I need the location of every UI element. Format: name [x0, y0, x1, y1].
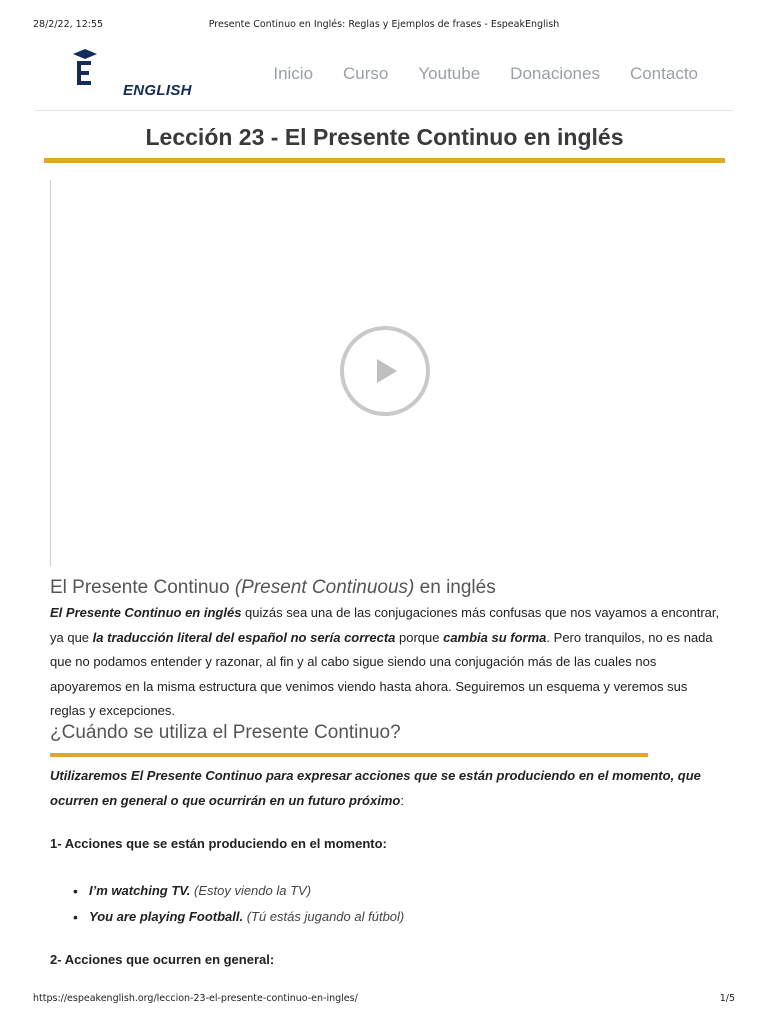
examples-list [73, 878, 404, 930]
nav-youtube[interactable]: Youtube [418, 64, 481, 83]
play-icon[interactable] [339, 325, 431, 417]
section-heading-when-used: ¿Cuándo se utiliza el Presente Continuo? [50, 722, 401, 743]
graduation-cap-e-icon [53, 48, 113, 92]
site-header [35, 44, 733, 111]
list-item: • I’m watching TV. (Estoy viendo la TV) [73, 878, 404, 904]
video-embed[interactable] [50, 180, 727, 566]
print-title: Presente Continuo en Inglés: Reglas y Ejemplos de frases - EspeakEnglish [208, 19, 560, 30]
intro-paragraph: El Presente Continuo en inglés quizás sea una de las conjugaciones más confusas que nos vayamos a encontrar, ya que la traducción literal del español no sería correcta porque cambia su forma. Pero tranquilos, no es nada que no podamos entender y razonar, al fin y al cabo sigue siendo una conjugación más de las cuales nos apoyaremos en la misma estructura que venimos viendo hasta ahora. Seguiremos un esquema y veremos sus reglas y excepciones. [50, 605, 720, 718]
main-nav [243, 64, 698, 84]
usage-intro: Utilizaremos El Presente Continuo para expresar acciones que se están produciendo en el momento, que ocurren en general o que ocurrirán en un futuro próximo: [50, 768, 701, 808]
section-divider [50, 753, 648, 757]
section-heading-present-continuous: El Presente Continuo (Present Continuous) en inglés [50, 577, 496, 598]
print-page-number: 1/5 [719, 993, 735, 1004]
print-date: 28/2/22, 12:55 [33, 19, 104, 30]
subheading-actions-general: 2- Acciones que ocurren en general: [50, 952, 275, 967]
list-item: • You are playing Football. (Tú estás jugando al fútbol) [73, 904, 404, 930]
nav-inicio[interactable]: Inicio [273, 64, 314, 83]
print-header [0, 19, 768, 33]
subheading-actions-now: 1- Acciones que se están produciendo en el momento: [50, 836, 387, 851]
print-footer [0, 993, 768, 1007]
title-divider [44, 158, 725, 163]
nav-curso[interactable]: Curso [343, 64, 389, 83]
nav-contacto[interactable]: Contacto [629, 64, 698, 83]
logo-text: ENGLISH [123, 82, 192, 99]
site-logo[interactable] [53, 48, 192, 100]
nav-donaciones[interactable]: Donaciones [510, 64, 600, 83]
page-title: Lección 23 - El Presente Continuo en inglés [145, 124, 624, 150]
print-url: https://espeakenglish.org/leccion-23-el-presente-continuo-en-ingles/ [33, 993, 358, 1004]
